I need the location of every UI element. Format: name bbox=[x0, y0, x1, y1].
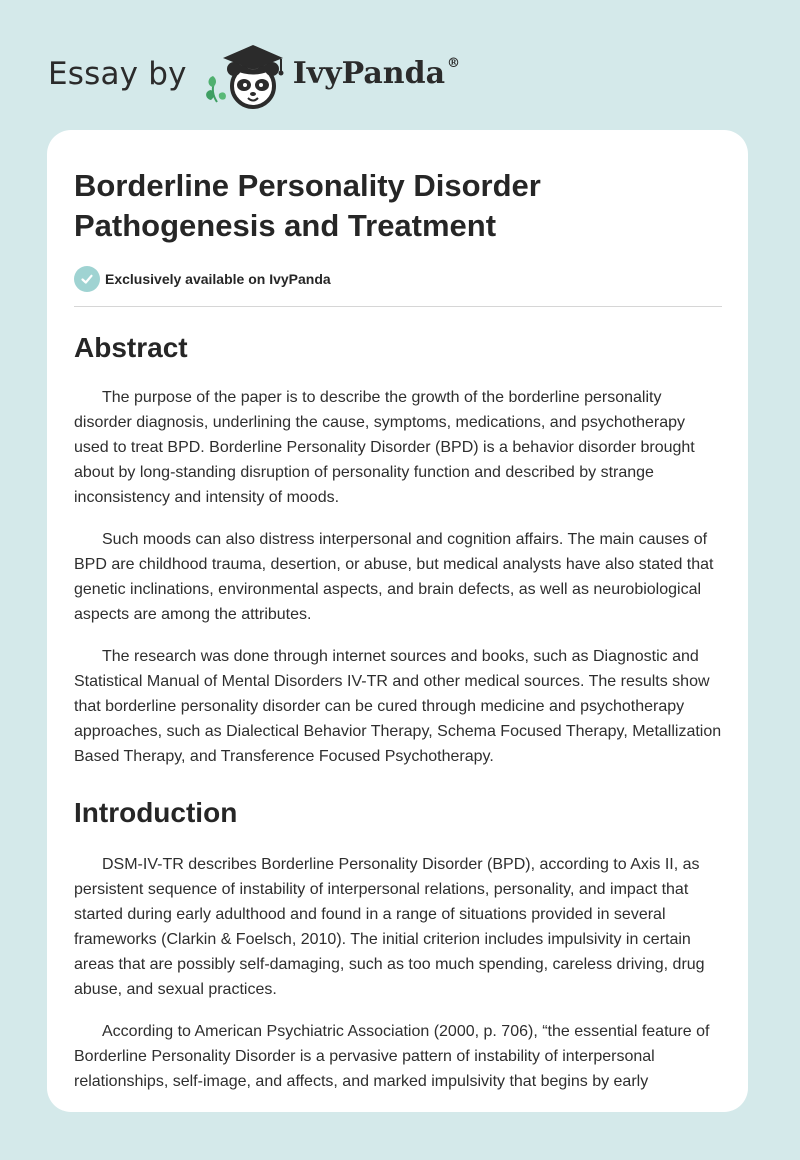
brand-label: IvyPanda bbox=[292, 56, 446, 91]
essay-by-label: Essay by bbox=[48, 55, 187, 92]
abstract-body bbox=[74, 385, 722, 769]
paragraph: According to American Psychiatric Association (2000, p. 706), “the essential feature of Borderline Personality Disorder is a pervasive pattern of instability of interpersonal relationships, self-image, and affects, and marked impulsivity that begins by early bbox=[74, 1023, 710, 1090]
essay-card bbox=[47, 130, 748, 1112]
essay-content bbox=[74, 166, 722, 1094]
section-heading-abstract: Abstract bbox=[74, 332, 188, 363]
exclusive-label: Exclusively available on IvyPanda bbox=[105, 271, 331, 287]
title-line-2: Pathogenesis and Treatment bbox=[74, 208, 497, 243]
essay-title bbox=[74, 166, 722, 246]
paragraph: DSM-IV-TR describes Borderline Personality Disorder (BPD), according to Axis II, as persistent sequence of instability of interpersonal relations, personality, and impact that started during early adulthood and found in a range of situations provided in several frameworks (Clarkin & Foelsch, 2010). The initial criterion includes impulsivity in certain areas that are possibly self-damaging, such as too much spending, careless driving, drug abuse, and sexual practices. bbox=[74, 856, 705, 998]
introduction-body bbox=[74, 852, 722, 1094]
check-icon bbox=[74, 266, 100, 292]
divider bbox=[74, 306, 722, 307]
registered-mark: ® bbox=[447, 56, 461, 71]
brand-name[interactable] bbox=[292, 56, 461, 91]
paragraph: Such moods can also distress interpersonal and cognition affairs. The main causes of BPD are childhood trauma, desertion, or abuse, but medical analysts have also stated that genetic inclinations, environmental aspects, and brain defects, as well as neurobiological aspects are among the attributes. bbox=[74, 531, 714, 623]
exclusive-badge bbox=[74, 266, 722, 292]
title-line-1: Borderline Personality Disorder bbox=[74, 168, 541, 203]
site-header bbox=[48, 36, 460, 112]
paragraph: The research was done through internet sources and books, such as Diagnostic and Statistical Manual of Mental Disorders IV-TR and other medical sources. The results show that borderline personality disorder can be cured through medicine and psychotherapy approaches, such as Dialectical Behavior Therapy, Schema Focused Therapy, Metallization Based Therapy, and Transference Focused Psychotherapy. bbox=[74, 648, 722, 765]
paragraph: The purpose of the paper is to describe the growth of the borderline personality disorder diagnosis, underlining the cause, symptoms, medications, and psychotherapy used to treat BPD. Borderline Personality Disorder (BPD) is a behavior disorder brought about by long-standing disruption of personality function and described by strange inconsistency and intensity of moods. bbox=[74, 389, 695, 506]
ivypanda-logo-icon[interactable] bbox=[201, 36, 291, 112]
section-heading-introduction: Introduction bbox=[74, 797, 238, 828]
